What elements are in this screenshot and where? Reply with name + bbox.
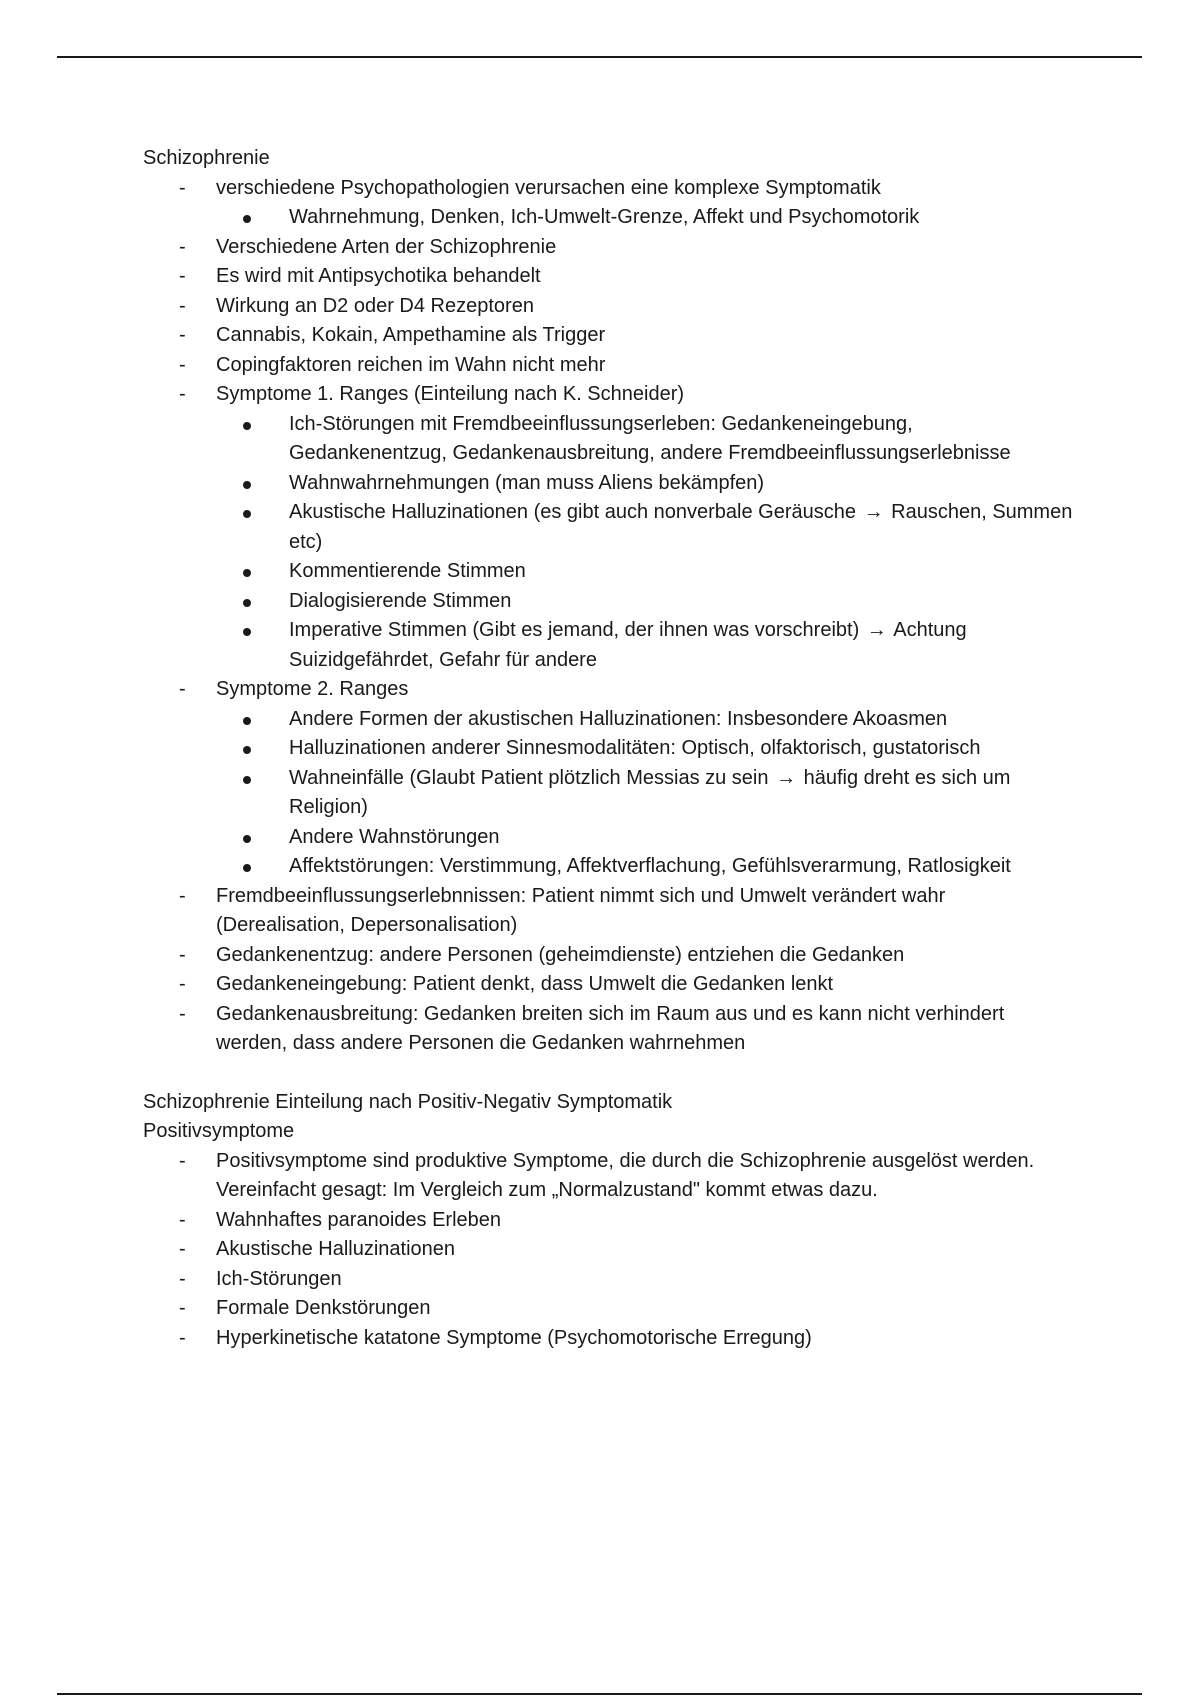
dot-bullet <box>243 776 251 784</box>
list-item-text: Wirkung an D2 oder D4 Rezeptoren <box>216 294 534 317</box>
section-spacer <box>143 1059 1073 1088</box>
list-item-text: Symptome 1. Ranges (Einteilung nach K. Schneider) <box>216 383 685 405</box>
list-item <box>143 1147 1073 1206</box>
list-item <box>143 1235 1073 1265</box>
list-item-text: Akustische Halluzinationen <box>216 1238 456 1260</box>
list-item <box>143 174 1073 233</box>
dot-bullet <box>243 835 251 843</box>
list-item <box>143 1294 1073 1324</box>
dash-bullet: - <box>179 973 186 995</box>
list-item-text: Wahnhaftes paranoides Erleben <box>216 1208 501 1231</box>
dash-bullet: - <box>179 884 186 907</box>
sub-list-item <box>216 616 1073 675</box>
list-item <box>143 262 1073 292</box>
rank1-sub-list <box>216 410 1073 676</box>
sub-list-item-text: Dialogisierende Stimmen <box>289 589 512 612</box>
dash-bullet: - <box>179 1267 186 1290</box>
dash-bullet: - <box>179 265 186 287</box>
sub-list-item-text: häufig dreht es sich um Religion) <box>289 766 1011 818</box>
rank2-sub-list <box>216 705 1073 882</box>
sub-list-item-text: Andere Wahnstörungen <box>289 825 500 848</box>
list-item <box>143 1000 1073 1059</box>
sub-list-item <box>216 587 1073 617</box>
dash-bullet: - <box>179 943 186 966</box>
dash-bullet: - <box>179 1297 186 1319</box>
dot-bullet <box>243 481 251 489</box>
sub-list-item-text: Achtung Suizidgefährdet, Gefahr für andere <box>289 619 967 671</box>
dash-bullet: - <box>179 324 186 346</box>
section1-list <box>143 174 1073 1059</box>
list-item <box>143 1265 1073 1295</box>
section-title-positiv-negativ: Schizophrenie Einteilung nach Positiv-Negativ Symptomatik <box>143 1090 673 1113</box>
sub-list-item-text: Kommentierende Stimmen <box>289 560 526 582</box>
sub-list-item <box>216 410 1073 469</box>
list-item-text: Cannabis, Kokain, Ampethamine als Trigger <box>216 324 606 346</box>
sub-list-item <box>216 203 1073 233</box>
list-item-text: Ich-Störungen <box>216 1267 342 1290</box>
sub-list-item-text: Imperative Stimmen (Gibt es jemand, der ihnen was vorschreibt) <box>289 619 860 641</box>
dot-bullet <box>243 746 251 754</box>
sub-list-item <box>216 764 1073 823</box>
list-item <box>143 1206 1073 1236</box>
dot-bullet <box>243 864 251 872</box>
dash-bullet: - <box>179 1149 186 1172</box>
list-item <box>143 941 1073 971</box>
dot-bullet <box>243 569 251 577</box>
sub-list-item <box>216 734 1073 764</box>
list-item <box>143 970 1073 1000</box>
list-item-text: Copingfaktoren reichen im Wahn nicht mehr <box>216 353 606 376</box>
dash-bullet: - <box>179 353 186 376</box>
list-item <box>143 233 1073 263</box>
dash-bullet: - <box>179 1326 186 1349</box>
sub-list-item-text: Akustische Halluzinationen (es gibt auch nonverbale Geräusche <box>289 501 857 523</box>
list-item-text: Hyperkinetische katatone Symptome (Psychomotorische Erregung) <box>216 1326 812 1349</box>
right-arrow-icon: → <box>776 766 797 789</box>
document-body <box>143 144 1073 1353</box>
sub-list-item-text: Wahnwahrnehmungen (man muss Aliens bekämpfen) <box>289 471 765 494</box>
dash-bullet: - <box>179 678 186 700</box>
right-arrow-icon: → <box>863 501 884 523</box>
list-item-text: Positivsymptome sind produktive Symptome, die durch die Schizophrenie ausgelöst werden. Vereinfacht gesagt: Im Vergleich zum „Normalzustand" kommt etwas dazu. <box>216 1149 1035 1201</box>
dash-bullet: - <box>179 1002 186 1025</box>
sub-list-item-text: Ich-Störungen mit Fremdbeeinflussungserleben: Gedankeneingebung, Gedankenentzug, Gedankenausbreitung, andere Fremdbeeinflussungserlebnisse <box>289 412 1011 464</box>
dash-bullet: - <box>179 1208 186 1231</box>
sub-list-item-text: Wahneinfälle (Glaubt Patient plötzlich Messias zu sein <box>289 766 769 789</box>
sub-list-item-text: Rauschen, Summen etc) <box>289 501 1073 553</box>
sub-list-item-text: Wahrnehmung, Denken, Ich-Umwelt-Grenze, Affekt und Psychomotorik <box>289 206 920 228</box>
dash-bullet: - <box>179 235 186 258</box>
right-arrow-icon: → <box>866 619 887 641</box>
list-item-text: Fremdbeeinflussungserlebnnissen: Patient nimmt sich und Umwelt verändert wahr (Derealisation, Depersonalisation) <box>216 884 946 936</box>
list-item-rank2 <box>143 675 1073 882</box>
header-rule <box>57 56 1142 58</box>
sub-list-item <box>216 852 1073 882</box>
list-item-text: Formale Denkstörungen <box>216 1297 431 1319</box>
list-item-text: verschiedene Psychopathologien verursachen eine komplexe Symptomatik <box>216 176 881 199</box>
sub-list-item <box>216 705 1073 735</box>
sub-list-item <box>216 557 1073 587</box>
list-item-text: Verschiedene Arten der Schizophrenie <box>216 235 557 258</box>
dot-bullet <box>243 628 251 636</box>
sub-list <box>216 203 1073 233</box>
dot-bullet <box>243 510 251 518</box>
sub-list-item-text: Andere Formen der akustischen Halluzinationen: Insbesondere Akoasmen <box>289 707 948 730</box>
list-item <box>143 321 1073 351</box>
dot-bullet <box>243 717 251 725</box>
list-item-text: Es wird mit Antipsychotika behandelt <box>216 265 541 287</box>
dot-bullet <box>243 599 251 607</box>
list-item-text: Symptome 2. Ranges <box>216 678 409 700</box>
dot-bullet <box>243 422 251 430</box>
sub-list-item <box>216 469 1073 499</box>
dash-bullet: - <box>179 1238 186 1260</box>
list-item-text: Gedankeneingebung: Patient denkt, dass Umwelt die Gedanken lenkt <box>216 973 834 995</box>
sub-list-item <box>216 498 1073 557</box>
list-item-text: Gedankenausbreitung: Gedanken breiten sich im Raum aus und es kann nicht verhindert werden, dass andere Personen die Gedanken wahrnehmen <box>216 1002 1005 1054</box>
section-subtitle-positivsymptome: Positivsymptome <box>143 1120 295 1142</box>
sub-list-item <box>216 823 1073 853</box>
section-title-schizophrenie: Schizophrenie <box>143 147 270 169</box>
list-item-rank1 <box>143 380 1073 675</box>
section2-list <box>143 1147 1073 1354</box>
sub-list-item-text: Affektstörungen: Verstimmung, Affektverflachung, Gefühlsverarmung, Ratlosigkeit <box>289 855 1011 877</box>
list-item <box>143 882 1073 941</box>
list-item-text: Gedankenentzug: andere Personen (geheimdienste) entziehen die Gedanken <box>216 943 905 966</box>
sub-list-item-text: Halluzinationen anderer Sinnesmodalitäten: Optisch, olfaktorisch, gustatorisch <box>289 737 981 759</box>
dash-bullet: - <box>179 383 186 405</box>
footer-rule <box>57 1693 1142 1695</box>
list-item <box>143 351 1073 381</box>
dash-bullet: - <box>179 294 186 317</box>
list-item <box>143 1324 1073 1354</box>
list-item <box>143 292 1073 322</box>
dash-bullet: - <box>179 176 186 199</box>
dot-bullet <box>243 215 251 223</box>
